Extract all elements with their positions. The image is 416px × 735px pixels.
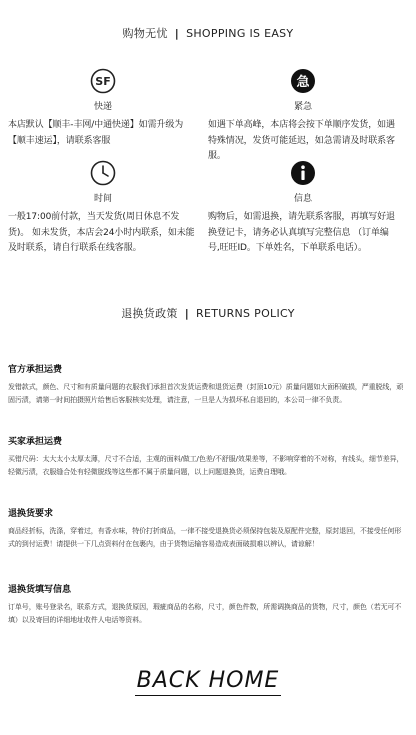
feature-express-desc: 本店默认【顺丰-丰网/中通快递】如需升级为【顺丰速运】，请联系客服: [8, 120, 184, 146]
header-en: SHOPPING IS EASY: [186, 27, 294, 40]
sf-express-icon: [90, 68, 116, 94]
policy-return-requirements: [8, 506, 406, 550]
urgent-icon: [290, 68, 316, 94]
returns-header-en: RETURNS POLICY: [196, 307, 295, 320]
header-cn: 购物无忧: [122, 27, 168, 40]
feature-express-label: 快递: [93, 102, 112, 112]
feature-time-label: 时间: [93, 194, 112, 204]
policy-body: 订单号，账号登录名，联系方式，退换货原因，瑕疵商品的名称，尺寸，颜色件数，所需调换商品的货物，尺寸，颜色（若无可不填）以及寄回的详细地址收件人电话等资料。: [8, 603, 402, 624]
info-icon: [290, 160, 316, 186]
feature-urgent-desc: 如遇下单高峰，本店将会按下单顺序发货，如遇特殊情况，发货可能延迟，如急需请及时联系客服。: [208, 120, 395, 161]
feature-urgent: [208, 68, 398, 165]
shopping-header: [0, 25, 416, 41]
returns-header-separator: |: [184, 307, 190, 320]
feature-info-desc: 购物后，如需退换，请先联系客服，再填写好退换登记卡，请务必认真填写完整信息 （订单编号,旺旺ID。下单姓名，下单联系电话）。: [208, 212, 395, 253]
feature-time-desc: 一般17:00前付款，当天发货(周日休息不发货)。 如未发货，本店会24小时内联系，如未能及时联系，请自行联系在线客服。: [8, 212, 195, 253]
feature-info: [208, 160, 398, 257]
policy-title: 买家承担运费: [8, 437, 63, 447]
feature-express: [8, 68, 198, 149]
svg-text:急: 急: [296, 75, 310, 90]
returns-header: [0, 305, 416, 321]
policy-official-shipping: [8, 362, 406, 406]
feature-urgent-label: 紧急: [293, 102, 312, 112]
policy-title: 退换货填写信息: [8, 585, 72, 595]
feature-info-label: 信息: [293, 194, 312, 204]
feature-time: [8, 160, 198, 257]
clock-icon: [90, 160, 116, 186]
policy-return-info: [8, 582, 406, 626]
returns-header-cn: 退换货政策: [121, 307, 178, 320]
svg-text:SF: SF: [95, 75, 111, 89]
policy-title: 官方承担运费: [8, 365, 63, 375]
policy-body: 商品经折标，洗涤，穿着过，有香水味，特价打折商品，一律不接受退换货必须保持包装及原配件完整，原封退回，不接受任何形式的到付运费！请提供一下几点资料付在包裹内，由于货物运输容易造成表面破损难以辨认，请谅解！: [8, 527, 402, 548]
header-separator: |: [174, 27, 180, 40]
policy-body: 买错尺码：太大太小太厚太薄，尺寸不合适，主观的面料/做工/色差/不舒服/效果差等，不影响穿着的不对称，有线头，细节差异，轻微污渍，衣服缝合处有轻微脱线等这些都不属于质量问题，以上问题退换货，运费自理哦。: [8, 455, 404, 476]
back-home-link[interactable]: BACK HOME: [135, 668, 282, 696]
back-home-container: [0, 668, 416, 696]
policy-title: 退换货要求: [8, 509, 54, 519]
policy-buyer-shipping: [8, 434, 406, 478]
policy-body: 发错款式，颜色、尺寸和有质量问题的衣服我们承担首次发货运费和退货运费（封顶10元）质量问题如大面积破损，严重脱线，顽固污渍，请第一时间拍摄照片给售后客服核实处理，请注意，一旦是人为损坏私自退回的，本公司一律不负责。: [8, 383, 404, 404]
